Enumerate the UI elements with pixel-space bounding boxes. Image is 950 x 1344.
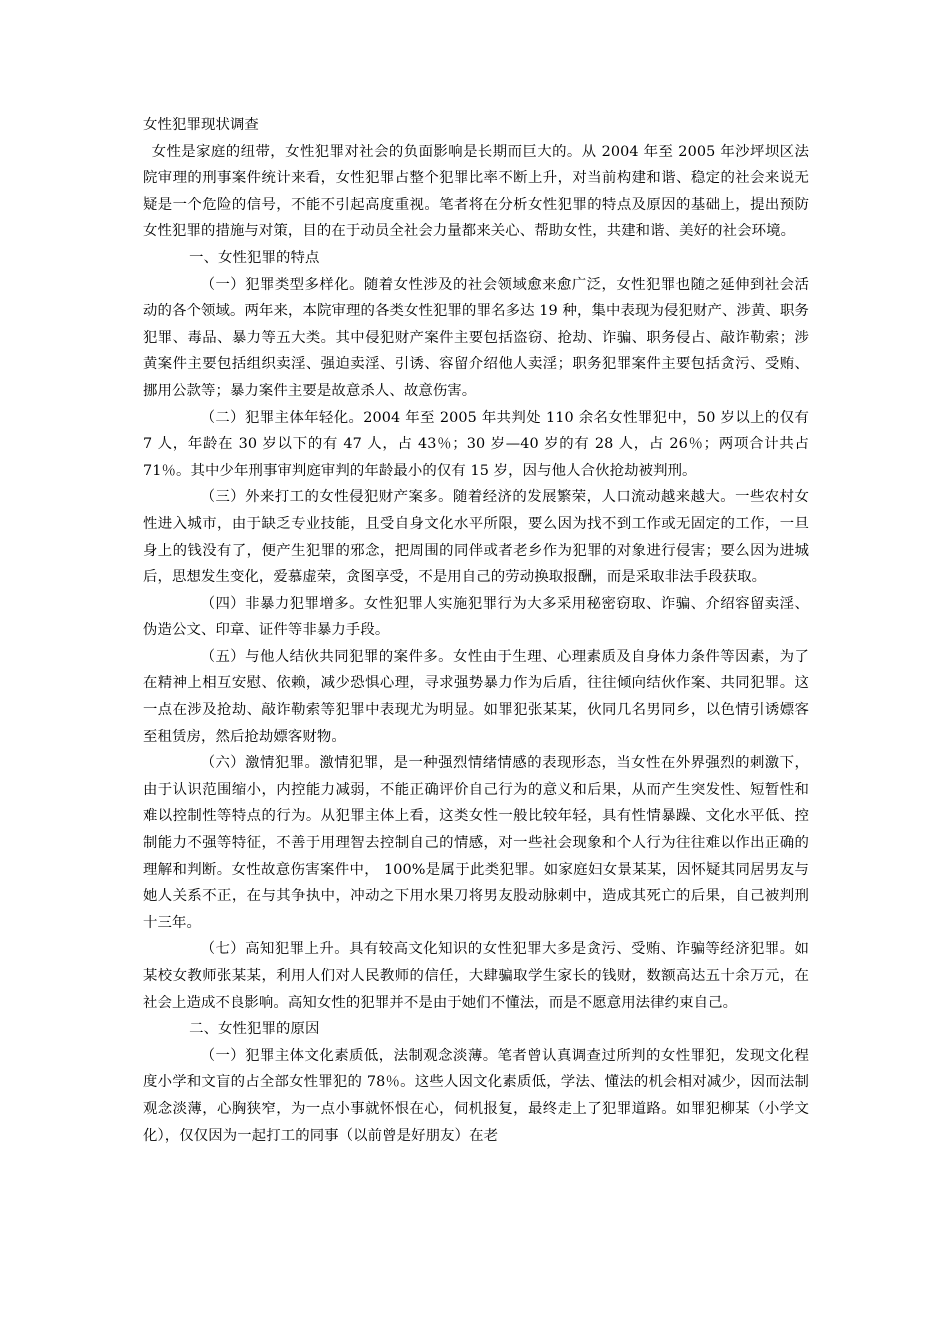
document-title: 女性犯罪现状调查	[143, 117, 259, 133]
document-page	[143, 112, 809, 1149]
paragraph-cause-1: （一）犯罪主体文化素质低，法制观念淡薄。笔者曾认真调查过所判的女性罪犯，发现文化程度小学和文盲的占全部女性罪犯的 78％。这些人因文化素质低，学法、懂法的机会相对减少，因而法制观念淡薄，心胸狭窄，为一点小事就怀恨在心，伺机报复，最终走上了犯罪道路。如罪犯柳某（小学文化），仅仅因为一起打工的同事（以前曾是好朋友）在老	[143, 1047, 809, 1144]
paragraph-feature-3: （三）外来打工的女性侵犯财产案多。随着经济的发展繁荣，人口流动越来越大。一些农村女性进入城市，由于缺乏专业技能，且受自身文化水平所限，要么因为找不到工作或无固定的工作，一旦身上的钱没有了，便产生犯罪的邪念，把周围的同伴或者老乡作为犯罪的对象进行侵害；要么因为进城后，思想发生变化，爱慕虚荣，贪图享受，不是用自己的劳动换取报酬，而是采取非法手段获取。	[143, 489, 809, 586]
paragraph-feature-4: （四）非暴力犯罪增多。女性犯罪人实施犯罪行为大多采用秘密窃取、诈骗、介绍容留卖淫、伪造公文、印章、证件等非暴力手段。	[143, 595, 809, 639]
intro-paragraph: 女性是家庭的纽带，女性犯罪对社会的负面影响是长期而巨大的。从 2004 年至 2005 年沙坪坝区法院审理的刑事案件统计来看，女性犯罪占整个犯罪比率不断上升，对当前构建和谐、稳定的社会来说无疑是一个危险的信号，不能不引起高度重视。笔者将在分析女性犯罪的特点及原因的基础上，提出预防女性犯罪的措施与对策，目的在于动员全社会力量都来关心、帮助女性，共建和谐、美好的社会环境。	[143, 143, 809, 240]
paragraph-feature-2: （二）犯罪主体年轻化。2004 年至 2005 年共判处 110 余名女性罪犯中，50 岁以上的仅有 7 人，年龄在 30 岁以下的有 47 人，占 43％；30 岁—40 岁的有 28 人，占 26％；两项合计共占 71％。其中少年刑事审判庭审判的年龄最小的仅有 15 岁，因与他人合伙抢劫被判刑。	[143, 409, 809, 479]
paragraph-feature-6: （六）激情犯罪。激情犯罪，是一种强烈情绪情感的表现形态，当女性在外界强烈的刺激下，由于认识范围缩小，内控能力减弱，不能正确评价自己行为的意义和后果，从而产生突发性、短暂性和难以控制性等特点的行为。从犯罪主体上看，这类女性一般比较年轻，具有性情暴躁、文化水平低、控制能力不强等特征，不善于用理智去控制自己的情感，对一些社会现象和个人行为往往难以作出正确的理解和判断。女性故意伤害案件中， 100%是属于此类犯罪。如家庭妇女景某某，因怀疑其同居男友与她人关系不正，在与其争执中，冲动之下用水果刀将男友股动脉刺中，造成其死亡的后果，自己被判刑十三年。	[143, 755, 809, 931]
paragraph-feature-7: （七）高知犯罪上升。具有较高文化知识的女性犯罪大多是贪污、受贿、诈骗等经济犯罪。如某校女教师张某某，利用人们对人民教师的信任，大肆骗取学生家长的钱财，数额高达五十余万元，在社会上造成不良影响。高知女性的犯罪并不是由于她们不懂法，而是不愿意用法律约束自己。	[143, 941, 809, 1011]
paragraph-feature-5: （五）与他人结伙共同犯罪的案件多。女性由于生理、心理素质及自身体力条件等因素，为了在精神上相互安慰、依赖，减少恐惧心理，寻求强势暴力作为后盾，往往倾向结伙作案、共同犯罪。这一点在涉及抢劫、敲诈勒索等犯罪中表现尤为明显。如罪犯张某某，伙同几名男同乡，以色情引诱嫖客至租赁房，然后抢劫嫖客财物。	[143, 648, 809, 745]
paragraph-feature-1: （一）犯罪类型多样化。随着女性涉及的社会领域愈来愈广泛，女性犯罪也随之延伸到社会活动的各个领域。两年来，本院审理的各类女性犯罪的罪名多达 19 种，集中表现为侵犯财产、涉黄、职务犯罪、毒品、暴力等五大类。其中侵犯财产案件主要包括盗窃、抢劫、诈骗、职务侵占、敲诈勒索；涉黄案件主要包括组织卖淫、强迫卖淫、引诱、容留介绍他人卖淫；职务犯罪案件主要包括贪污、受贿、挪用公款等；暴力案件主要是故意杀人、故意伤害。	[143, 276, 809, 399]
section-heading-features: 一、女性犯罪的特点	[189, 249, 320, 266]
section-heading-causes: 二、女性犯罪的原因	[189, 1021, 320, 1038]
